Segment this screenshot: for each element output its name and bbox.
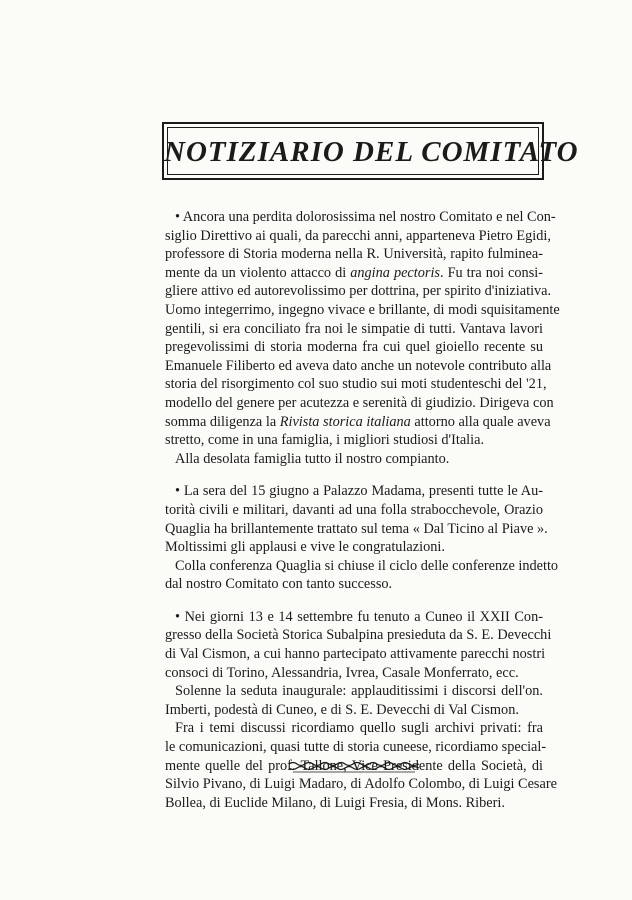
text-line: storia del risorgimento col suo studio sui moti studenteschi del '21, (165, 376, 547, 393)
text-line: mente quelle del prof. Tallone, Vice Presidente della Società, di (165, 757, 543, 774)
text-line: gentili, si era conciliato fra noi le simpatie di tutti. Vantava lavori (165, 320, 543, 337)
text-line: Imberti, podestà di Cuneo, e di S. E. Devecchi di Val Cismon. (165, 701, 519, 718)
text-line: gresso della Società Storica Subalpina presieduta da S. E. Devecchi (165, 627, 552, 644)
text-line: stretto, come in una famiglia, i migliori studiosi d'Italia. (165, 432, 485, 449)
text-line: dal nostro Comitato con tanto successo. (165, 576, 393, 593)
text-line: Solenne la seduta inaugurale: applauditissimi i discorsi dell'on. (175, 683, 543, 700)
article-body (165, 208, 560, 812)
paragraph (165, 682, 543, 719)
italic-title: Rivista storica italiana (279, 413, 411, 430)
text-line: le comunicazioni, quasi tutte di storia cuneese, ricordiamo special- (165, 739, 547, 756)
paragraph (165, 208, 560, 450)
section-gap (165, 468, 543, 482)
text-line: consoci di Torino, Alessandria, Ivrea, Casale Monferrato, ecc. (165, 664, 519, 681)
paragraph (165, 557, 559, 594)
text-line: Alla desolata famiglia tutto il nostro compianto. (175, 450, 450, 467)
text-line: • Ancora una perdita dolorosissima nel nostro Comitato e nel Con- (175, 209, 556, 225)
text-line: • Nei giorni 13 e 14 settembre fu tenuto a Cuneo il XXII Con- (175, 608, 543, 625)
text-line: Bollea, di Euclide Milano, di Luigi Fresia, di Mons. Riberi. (165, 794, 505, 811)
text-line: mente da un violento attacco di angina pectoris. Fu tra noi consi- (165, 264, 543, 281)
text-line: modello del genere per acutezza e serenità di giudizio. Dirigeva con (165, 394, 554, 411)
text-line: di Val Cismon, a cui hanno partecipato attivamente parecchi nostri (165, 646, 546, 663)
ornament-divider-icon (287, 760, 421, 774)
text-line: siglio Direttivo ai quali, da parecchi anni, apparteneva Pietro Egidi, (165, 227, 551, 244)
text-line: Uomo integerrimo, ingegno vivace e brillante, di modi squisitamente (165, 301, 560, 318)
text-line: Colla conferenza Quaglia si chiuse il ciclo delle conferenze indetto (175, 557, 559, 574)
text-line: • La sera del 15 giugno a Palazzo Madama, presenti tutte le Au- (175, 483, 543, 500)
text-line: professore di Storia moderna nella R. Università, rapito fulminea- (165, 246, 543, 263)
page-title: NOTIZIARIO DEL COMITATO (164, 136, 579, 168)
text-line: gliere attivo ed autorevolissimo per dottrina, per spirito d'iniziativa. (165, 283, 552, 300)
text-line: Emanuele Filiberto ed aveva dato anche un notevole contributo alla (165, 357, 552, 374)
title-frame (162, 122, 579, 180)
text-line: Fra i temi discussi ricordiamo quello sugli archivi privati: fra (175, 720, 543, 737)
text-line: torità civili e militari, davanti ad una folla strabocchevole, Orazio (165, 501, 543, 518)
text-line: Moltissimi gli applausi e vive le congratulazioni. (165, 539, 445, 556)
section-gap (165, 594, 543, 608)
paragraph (165, 450, 543, 469)
text-line: pregevolissimi di storia moderna fra cui quel gioiello recente su (165, 339, 543, 356)
text-line: Quaglia ha brillantemente trattato sul tema « Dal Ticino al Piave ». (165, 520, 548, 537)
paragraph (165, 608, 552, 682)
paragraph (165, 482, 548, 556)
text-line: somma diligenza la Rivista storica italiana attorno alla quale aveva (165, 413, 551, 430)
text-line: Silvio Pivano, di Luigi Madaro, di Adolfo Colombo, di Luigi Cesare (165, 776, 557, 793)
italic-title: angina pectoris (350, 264, 440, 281)
